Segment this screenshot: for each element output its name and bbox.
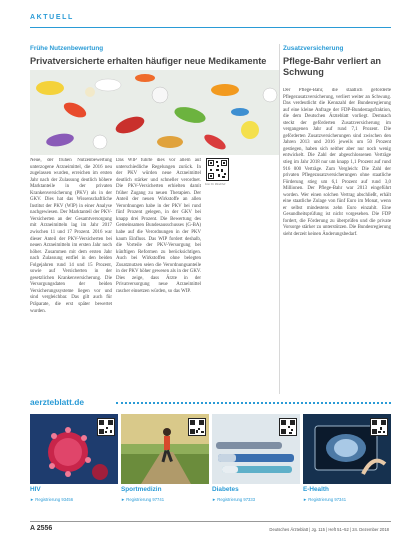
qr-pattern [98,419,114,435]
qr-pattern [189,419,205,435]
promo-tile-diabetes[interactable] [212,414,300,484]
right-article-headline: Pflege-Bahr verliert an Schwung [283,56,382,77]
left-article-headline: Privatversicherte erhalten häufiger neue Medikamente [30,56,267,66]
promo-header [30,396,391,410]
photo-credit: Foto: Dr. Mönchhof [205,183,226,186]
promo-tile-ehealth[interactable] [303,414,391,484]
qr-pattern [280,419,296,435]
pills-and-capsules-photo [30,70,279,155]
promo-tile-sportmedizin[interactable] [121,414,209,484]
right-article-kicker: Zusatzversicherung [283,45,344,52]
qr-code-icon[interactable] [97,418,115,436]
page-number: A 2556 [30,525,53,532]
pills-illustration [30,70,279,155]
qr-code-icon[interactable] [370,418,388,436]
column-divider [279,44,280,394]
promo-tile-link[interactable]: ► Registrierung 97333 [212,497,256,502]
left-article-kicker: Frühe Nutzenbewertung [30,45,104,52]
promo-divider [116,402,391,404]
qr-code-icon[interactable] [188,418,206,436]
promo-tile-label[interactable]: Diabetes [212,486,239,493]
promo-tile-label[interactable]: HIV [30,486,41,493]
promo-tile-label[interactable]: E-Health [303,486,329,493]
qr-code-icon[interactable] [279,418,297,436]
right-article-body: Der Pflege-Bahr, die staatlich geförderte Pflegezusatzversicherung, verliert weiter an Schwung. Das verdeutlicht die Kennzahl der Bundesregierung auf eine kleine Anfrage der FDP-Bundestagsfraktion, die dem Deutschen Ärzteblatt vorliegt. Demnach steckt der geförderten Zusatzversicherung im vergangenen Jahr auf rund 7,1 Prozent. Die geförderten Zusatzversicherungen sind zwischen den Jahren 2013 und 2016 jeweils um 50 Prozent gestiegen, haben sich seither aber nur noch wenig entwickelt. Die Zahl der abgeschlossenen Verträge stieg im Jahr 2018 nur um knapp 1,1 Prozent auf rund 916 000 Verträge. Zum Vergleich: Die Zahl der privaten Pflegezusatzversicherungen ohne staatliche Förderung stieg um 6,1 Prozent auf rund 3,0 Millionen. Der Pflege-Bahr war 2013 eingeführt worden. Wer einen solchen Vertrag abschließt, erhält eine staatliche Zulage von fünf Euro im Monat, wenn er selbst mindestens zehn Euro einzahlt. Eine Gesundheitsprüfung ist nicht vorgesehen. Die FDP fordert, die Förderung zu überprüfen und die private Vorsorge stärker zu unterstützen. Die Bundesregierung sieht derzeit keinen Änderungsbedarf. [283,88,391,238]
qr-pattern [371,419,387,435]
footer-divider [30,521,391,522]
section-divider [30,27,391,28]
promo-tile-link[interactable]: ► Registrierung 97741 [121,497,165,502]
promo-tile-link[interactable]: ► Registrierung 97341 [303,497,347,502]
journal-reference: Deutsches Ärzteblatt | Jg. 115 | Heft 51–52 | 24. Dezember 2018 [269,527,389,532]
left-article-column-2: Das WIP führte dies vor allem auf unterschiedliche Regelungen zurück. In der PKV würden neue Arzneimittel deutlich stärker und schneller verordnet. Die PKV-Versicherten erhielten damit früher Zugang zu neuen Therapien. Der Anteil der neuen Wirkstoffe an allen Verordnungen habe in der PKV bei rund fünf Prozent gelegen, in der GKV bei knapp drei Prozent. Die Bewertung des Gemeinsamen Bundesausschusses (G-BA) habe auf die Verordnungen in der PKV kaum Einfluss. Das WIP fordert deshalb, die Vorteile der PKV-Versorgung bei künftigen Reformen zu berücksichtigen. Auch bei Wirkstoffen ohne belegten Zusatznutzen seien die Verordnungsanteile in der PKV höher gewesen als in der GKV. Dies zeige, dass Ärzte in der Privatversorgung neue Arzneimittel rascher einsetzen würden, so das WIP. [116,158,201,294]
promo-tile-hiv[interactable] [30,414,118,484]
qr-code-icon[interactable] [206,158,229,181]
promo-tile-label[interactable]: Sportmedizin [121,486,162,493]
left-article-column-1: Neue, der frühen Nutzenbewertung unterzogene Arzneimittel, die 2016 neu zugelassen wurden, erreichen im ersten Jahr nach der Zulassung deutlich höhere Marktanteile in der privaten Krankenversicherung (PKV) als in der GKV. Dies hat das Wissenschaftliche Institut der PKV (WIP) in einer Analyse nachgewiesen. Der Marktanteil der PKV-Versicherten an der Gesamtversorgung mit Arzneimitteln lag im Jahr 2017 zwischen 11 und 17 Prozent. 2016 war dieser Anteil der PKV-Versicherten bei neuen Arzneimitteln im ersten Jahr noch höher. Zusammen mit dem ersten Jahr nach Zulassung entfiel in den beiden Folgejahren rund 14 und 15 Prozent, sowie auf Versicherten in der gesetzlichen Krankenversicherung. Die Versorgungsdaten der beiden Versicherungssysteme liegen vor und sind vergleichbar. Das gilt auch für Präparate, die erst später bewertet wurden. [30,158,112,314]
section-label: AKTUELL [30,14,74,21]
promo-title[interactable]: aerzteblatt.de [30,397,84,407]
promo-tile-link[interactable]: ► Registrierung 93456 [30,497,74,502]
qr-pattern [207,159,228,180]
